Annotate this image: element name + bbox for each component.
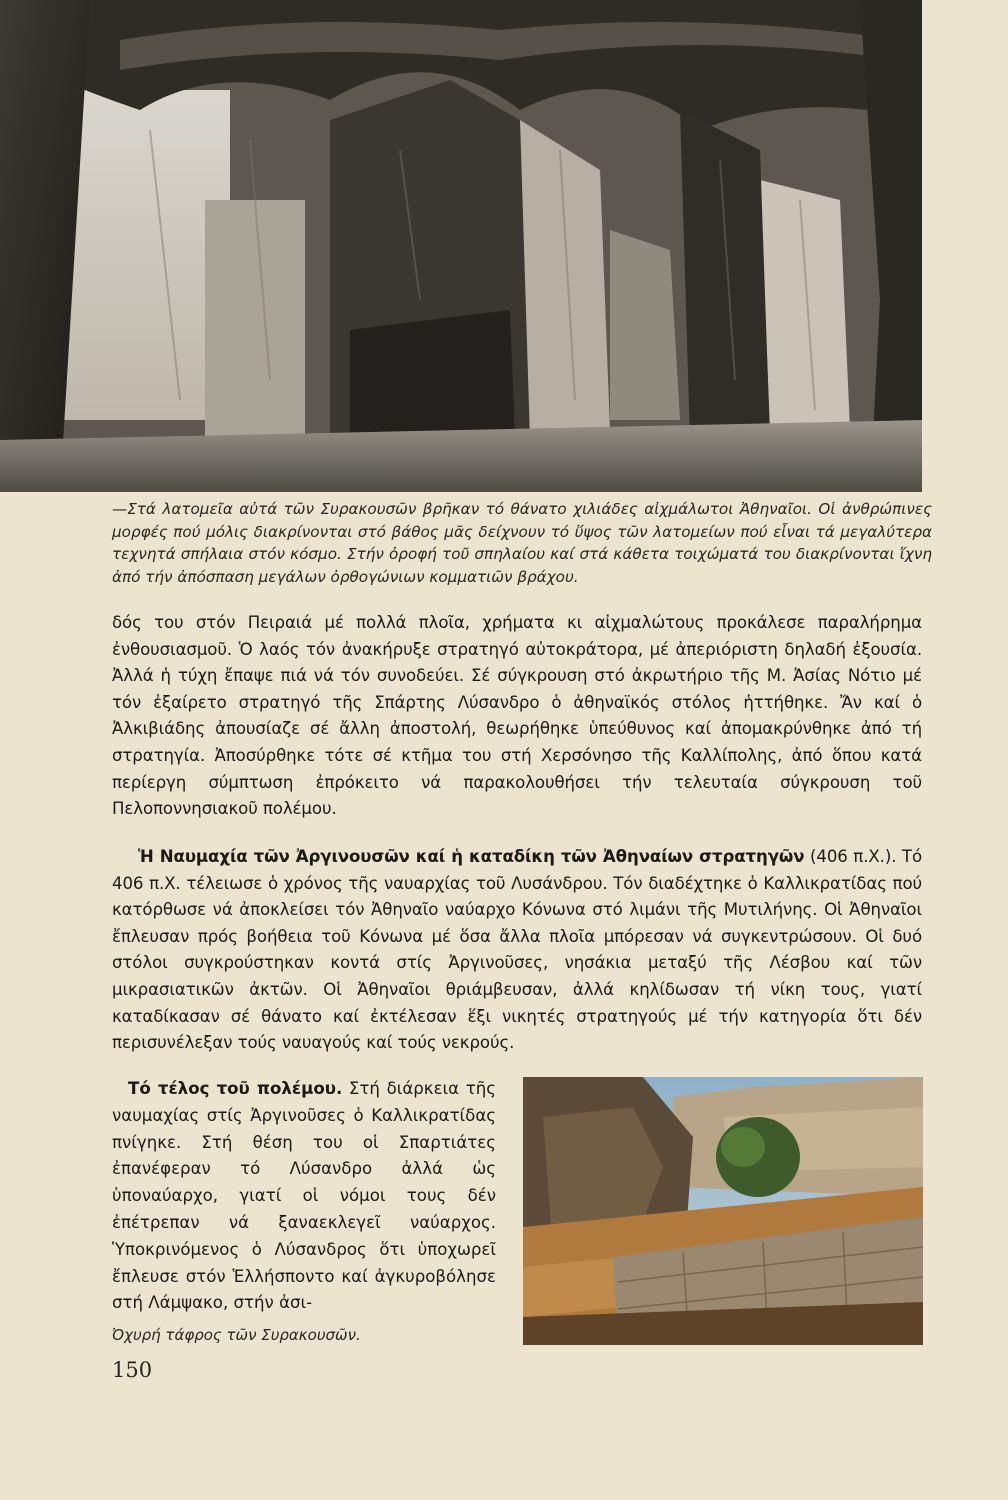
paragraph-arginusae: [112, 844, 922, 1057]
end-of-war-heading: Τό τέλος τοῦ πολέμου.: [128, 1079, 343, 1098]
trench-photo: [523, 1077, 923, 1345]
end-of-war-text: Στή διάρκεια τῆς ναυμαχίας στίς Ἀργινοῦσες ὁ Καλλικρατίδας πνίγηκε. Στή θέση του οἱ Σπαρτιάτες ἐπανέφεραν τό Λύσανδρο ἀλλά ὡς ὑποναύαρχο, γιατί οἱ νόμοι τους δέν ἐπέτρεπαν νά ξαναεκλεγεῖ ναύαρχος. Ὑποκρινόμενος ὁ Λύσανδρος ὅτι ὑποχωρεῖ ἔπλευσε στόν Ἑλλήσποντο καί ἀγκυροβόλησε στή Λάμψακο, στήν ἀσι-: [112, 1079, 496, 1313]
quarry-cave-photo: [0, 0, 922, 492]
page-number: 150: [112, 1358, 153, 1382]
top-photo-caption: —Στά λατομεῖα αὐτά τῶν Συρακουσῶν βρῆκαν τό θάνατο χιλιάδες αἰχμάλωτοι Ἀθηναῖοι. Οἱ ἀνθρώπινες μορφές πού μόλις διακρίνονται στό βάθος μᾶς δείχνουν τό ὕψος τῶν λατομείων πού εἶναι τά μεγαλύτερα τεχνητά σπήλαια στόν κόσμο. Στήν ὀροφή τοῦ σπηλαίου καί στά κάθετα τοιχώματά του διακρίνονται ἴχνη ἀπό τήν ἀπόσπαση μεγάλων ὀρθογώνιων κομματιῶν βράχου.: [112, 500, 932, 586]
paragraph-end-of-war: [112, 1076, 496, 1317]
trench-illustration: [523, 1077, 923, 1345]
paragraph-alcibiades: δός του στόν Πειραιά μέ πολλά πλοῖα, χρήματα κι αἰχμαλώτους προκάλεσε παραλήρημα ἐνθουσιασμοῦ. Ὁ λαός τόν ἀνακήρυξε στρατηγό αὐτοκράτορα, μέ ἀπεριόριστη δηλαδή ἐξουσία. Ἀλλά ἡ τύχη ἔπαψε πιά νά τόν συνοδεύει. Σέ σύγκρουση στό ἀκρωτήριο τῆς Μ. Ἀσίας Νότιο μέ τόν ἐξαίρετο στρατηγό τῆς Σπάρτης Λύσανδρο ὁ ἀθηναϊκός στόλος ἡττήθηκε. Ἄν καί ὁ Ἀλκιβιάδης ἀπουσίαζε σέ ἄλλη ἀποστολή, θεωρήθηκε ὑπεύθυνος καί ἀπομακρύνθηκε ἀπό τή στρατηγία. Ἀποσύρθηκε τότε σέ κτῆμα του στή Χερσόνησο τῆς Καλλίπολης, ἀπό ὅπου κατά περίεργη σύμπτωση ἐπρόκειτο νά παρακολουθήσει τήν τελευταία σύγκρουση τοῦ Πελοποννησιακοῦ πολέμου.: [112, 613, 922, 819]
arginusae-text: (406 π.Χ.). Τό 406 π.Χ. τέλειωσε ὁ χρόνος τῆς ναυαρχίας τοῦ Λυσάνδρου. Τόν διαδέχτηκε ὁ Καλλικρατίδας πού κατόρθωσε νά ἀποκλείσει τόν Ἀθηναῖο ναύαρχο Κόνωνα στό λιμάνι τῆς Μυτιλήνης. Οἱ Ἀθηναῖοι ἔπλευσαν πρός βοήθεια τοῦ Κόνωνα μέ ὅσα ἄλλα πλοῖα μπόρεσαν νά συγκεντρώσουν. Οἱ δυό στόλοι συγκρούστηκαν κοντά στίς Ἀργινοῦσες, νησάκια μεταξύ τῆς Λέσβου καί τῶν μικρασιατικῶν ἀκτῶν. Οἱ Ἀθηναῖοι θριάμβευσαν, ἀλλά κηλίδωσαν τή νίκη τους, γιατί καταδίκασαν σέ θάνατο καί ἐκτέλεσαν ἕξι νικητές στρατηγούς μέ τήν κατηγορία ὅτι δέν περισυνέλεξαν τούς ναυαγούς καί τούς νεκρούς.: [112, 847, 922, 1053]
bottom-photo-caption: Ὀχυρή τάφρος τῶν Συρακουσῶν.: [112, 1326, 361, 1344]
arginusae-heading: Ἡ Ναυμαχία τῶν Ἀργινουσῶν καί ἡ καταδίκη τῶν Ἀθηναίων στρατηγῶν: [138, 847, 805, 866]
quarry-cave-illustration: [0, 0, 922, 492]
